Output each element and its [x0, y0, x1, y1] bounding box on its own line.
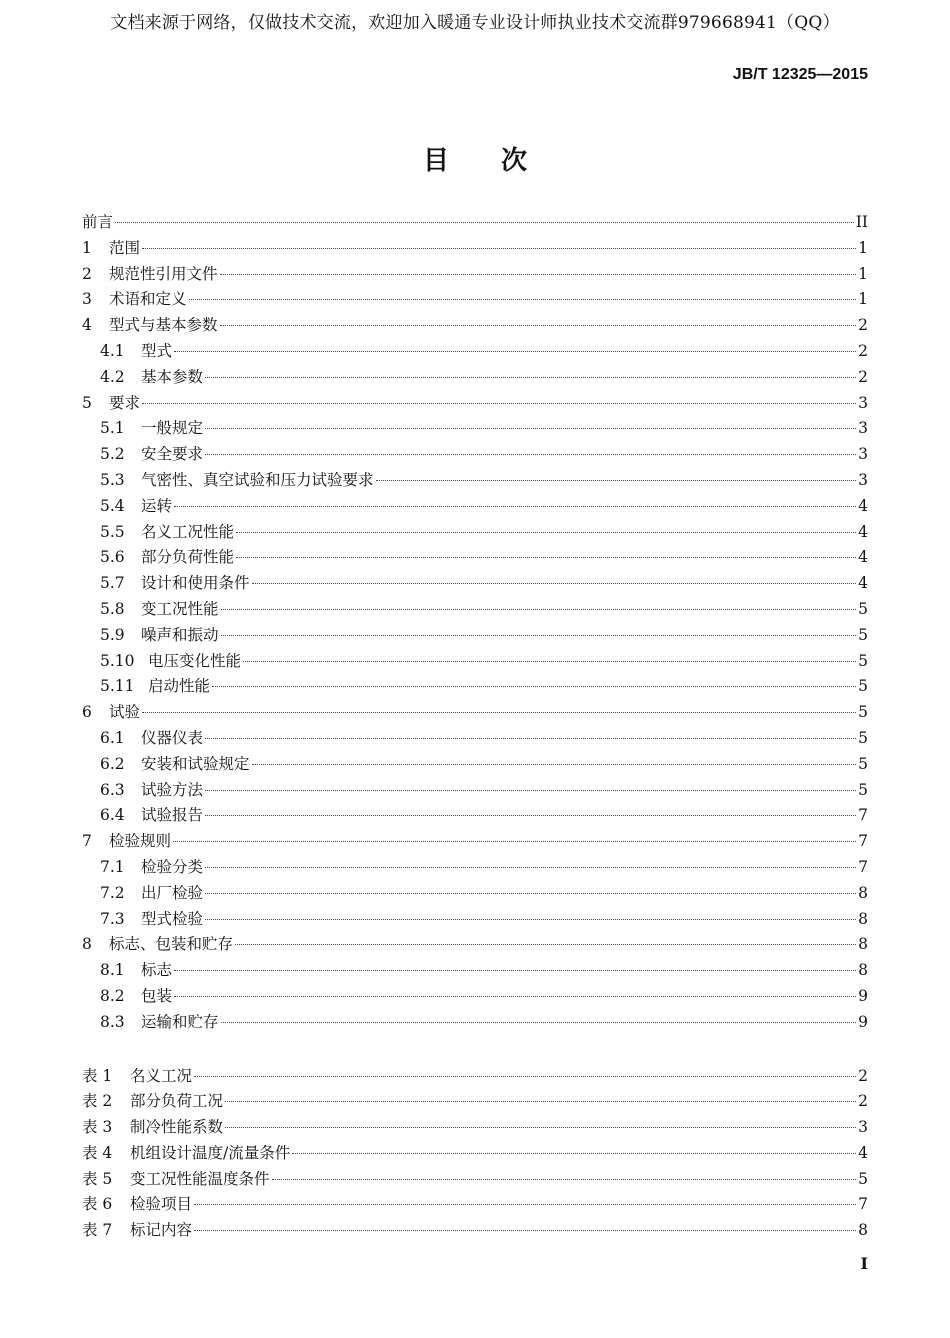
toc-entry[interactable]: [82, 1010, 868, 1036]
toc-entry-number: 5.1: [100, 419, 125, 438]
standard-number: JB/T 12325—2015: [732, 66, 868, 83]
dot-leader: [174, 351, 856, 352]
toc-entry[interactable]: [82, 1064, 868, 1090]
section-gap: [82, 1036, 868, 1064]
toc-entry-page: 5: [858, 599, 868, 618]
toc-entry[interactable]: [82, 339, 868, 365]
toc-entry[interactable]: [82, 623, 868, 649]
toc-entry-number: 表 6: [82, 1195, 113, 1214]
toc-entry-page: 1: [858, 238, 868, 257]
dot-leader: [221, 635, 856, 636]
toc-entry-label: 型式与基本参数: [109, 316, 218, 335]
toc-entry-page: 3: [858, 1118, 868, 1137]
toc-entry-page: 7: [858, 832, 868, 851]
toc-entry-label: 部分负荷工况: [130, 1092, 224, 1111]
toc-entry-page: 9: [858, 1012, 868, 1031]
toc-entry-number: 5.8: [100, 599, 125, 618]
toc-entry-number: 5.6: [100, 548, 125, 567]
toc-entry-label: 标志、包装和贮存: [109, 935, 234, 954]
toc-entry[interactable]: [82, 262, 868, 288]
toc-entry-number: 6.3: [100, 780, 125, 799]
toc-entry-number: 6.4: [100, 806, 125, 825]
toc-entry-label: 前言: [82, 213, 114, 231]
dot-leader: [174, 970, 856, 971]
toc-entry-page: 4: [858, 574, 868, 593]
toc-entry-page: 2: [858, 316, 868, 335]
dot-leader: [189, 299, 856, 300]
toc-entry-number: 8: [82, 935, 92, 954]
dot-leader: [194, 1230, 856, 1231]
toc-entry-label: 气密性、真空试验和压力试验要求: [141, 470, 374, 489]
dot-leader: [205, 454, 856, 455]
toc-entry-page: 5: [858, 703, 868, 722]
toc-entry-page: 4: [858, 1143, 868, 1162]
toc-entry-page: 8: [858, 1221, 868, 1240]
toc-entry-number: 8.3: [100, 1012, 125, 1031]
dot-leader: [205, 790, 856, 791]
toc-entry-label: 噪声和振动: [141, 625, 219, 644]
toc-entry-label: 电压变化性能: [148, 651, 242, 670]
toc-entry-label: 运输和贮存: [141, 1012, 219, 1031]
toc-entry-page: 3: [858, 419, 868, 438]
toc-entry-number: 表 5: [82, 1169, 113, 1188]
toc-entry-page: 8: [858, 961, 868, 980]
toc-entry[interactable]: [82, 649, 868, 675]
toc-entry-page: 1: [858, 264, 868, 283]
toc-entry-page: 3: [858, 445, 868, 464]
dot-leader: [272, 1179, 856, 1180]
toc-entry[interactable]: [82, 365, 868, 391]
toc-entry-label: 试验: [109, 703, 141, 722]
toc-entry-number: 6.2: [100, 754, 125, 773]
toc-entry-label: 型式检验: [141, 909, 204, 928]
toc-entry[interactable]: [82, 571, 868, 597]
dot-leader: [194, 1076, 856, 1077]
toc-entry[interactable]: [82, 726, 868, 752]
dot-leader: [205, 893, 856, 894]
toc-entry[interactable]: [82, 803, 868, 829]
toc-entry[interactable]: [82, 932, 868, 958]
toc-entry-label: 安装和试验规定: [141, 754, 250, 773]
toc-entry-number: 6: [82, 703, 92, 722]
toc-entry-label: 运转: [141, 496, 173, 515]
watermark-banner: 文档来源于网络，仅做技术交流，欢迎加入暖通专业设计师执业技术交流群979668941（QQ）: [110, 13, 840, 33]
toc-entry-number: 7: [82, 832, 92, 851]
dot-leader: [221, 609, 856, 610]
toc-entry[interactable]: [82, 520, 868, 546]
toc-entry[interactable]: [82, 1115, 868, 1141]
dot-leader: [142, 403, 856, 404]
dot-leader: [142, 248, 856, 249]
toc-entry-page: 8: [858, 909, 868, 928]
toc-entry-page: 7: [858, 1195, 868, 1214]
toc-entry-label: 试验方法: [141, 780, 204, 799]
toc-entry-label: 包装: [141, 986, 173, 1005]
toc-entry-page: 7: [858, 806, 868, 825]
table-of-contents: [82, 210, 868, 1244]
toc-entry-number: 8.1: [100, 961, 125, 980]
toc-entry-number: 1: [82, 238, 92, 257]
toc-entry-page: 8: [858, 935, 868, 954]
toc-entry-number: 5.7: [100, 574, 125, 593]
toc-entry[interactable]: [82, 881, 868, 907]
dot-leader: [292, 1153, 856, 1154]
toc-entry-number: 5.5: [100, 522, 125, 541]
toc-entry-page: 2: [858, 341, 868, 360]
toc-entry-number: 表 2: [82, 1092, 113, 1111]
toc-entry[interactable]: [82, 313, 868, 339]
toc-entry-page: 8: [858, 883, 868, 902]
toc-entry-label: 标记内容: [130, 1221, 193, 1240]
toc-entry-label: 规范性引用文件: [109, 264, 218, 283]
toc-entry-page: 3: [858, 470, 868, 489]
toc-entry-page: 5: [858, 728, 868, 747]
toc-entry-number: 5.4: [100, 496, 125, 515]
toc-entry[interactable]: [82, 545, 868, 571]
toc-entry-number: 7.1: [100, 857, 125, 876]
toc-entry-number: 5: [82, 393, 92, 412]
dot-leader: [173, 841, 856, 842]
dot-leader: [174, 996, 856, 997]
page-title: 目次: [422, 146, 579, 176]
toc-entry[interactable]: [82, 1141, 868, 1167]
dot-leader: [243, 661, 856, 662]
toc-entry-label: 启动性能: [148, 677, 211, 696]
toc-entry-label: 检验规则: [109, 832, 172, 851]
toc-entry-number: 6.1: [100, 728, 125, 747]
dot-leader: [221, 1022, 856, 1023]
dot-leader: [236, 532, 856, 533]
dot-leader: [212, 686, 856, 687]
toc-entry-label: 仪器仪表: [141, 728, 204, 747]
dot-leader: [205, 815, 856, 816]
toc-entry-label: 变工况性能温度条件: [130, 1169, 270, 1188]
dot-leader: [225, 1127, 856, 1128]
dot-leader: [142, 712, 856, 713]
dot-leader: [376, 480, 856, 481]
toc-entry-label: 名义工况性能: [141, 522, 235, 541]
toc-entry-label: 检验项目: [130, 1195, 193, 1214]
toc-entry-label: 检验分类: [141, 857, 204, 876]
dot-leader: [205, 867, 856, 868]
toc-entry-page: 2: [858, 1092, 868, 1111]
toc-entry-number: 2: [82, 264, 92, 283]
toc-entry[interactable]: [82, 494, 868, 520]
toc-entry-page: 5: [858, 677, 868, 696]
dot-leader: [225, 1101, 856, 1102]
toc-entry-number: 4.2: [100, 367, 125, 386]
toc-entry-label: 一般规定: [141, 419, 204, 438]
toc-entry-page: 5: [858, 625, 868, 644]
toc-entry-label: 制冷性能系数: [130, 1118, 224, 1137]
toc-entry-number: 4.1: [100, 341, 125, 360]
dot-leader: [252, 583, 856, 584]
toc-entry[interactable]: [82, 1218, 868, 1244]
toc-entry-page: 1: [858, 290, 868, 309]
toc-entry[interactable]: [82, 778, 868, 804]
toc-entry[interactable]: [82, 210, 868, 236]
toc-entry-number: 7.2: [100, 883, 125, 902]
toc-entry-label: 试验报告: [141, 806, 204, 825]
dot-leader: [220, 325, 856, 326]
toc-entry-page: 4: [858, 496, 868, 515]
dot-leader: [236, 557, 856, 558]
toc-entry-number: 5.2: [100, 445, 125, 464]
toc-entry-number: 7.3: [100, 909, 125, 928]
toc-entry-label: 术语和定义: [109, 290, 187, 309]
toc-entry[interactable]: [82, 1089, 868, 1115]
toc-entry[interactable]: [82, 468, 868, 494]
toc-entry-label: 名义工况: [130, 1066, 193, 1085]
dot-leader: [220, 274, 856, 275]
toc-entry-number: 5.11: [100, 677, 135, 696]
toc-entry[interactable]: [82, 984, 868, 1010]
dot-leader: [205, 919, 856, 920]
toc-entry-page: 5: [858, 651, 868, 670]
toc-entry[interactable]: [82, 1167, 868, 1193]
dot-leader: [174, 506, 856, 507]
dot-leader: [194, 1204, 856, 1205]
toc-entry[interactable]: [82, 752, 868, 778]
toc-entry-label: 部分负荷性能: [141, 548, 235, 567]
toc-entry-page: 5: [858, 780, 868, 799]
dot-leader: [205, 377, 856, 378]
toc-entry[interactable]: [82, 416, 868, 442]
dot-leader: [205, 738, 856, 739]
toc-entry-label: 出厂检验: [141, 883, 204, 902]
toc-entry-label: 型式: [141, 341, 173, 360]
page-number: I: [860, 1254, 868, 1273]
toc-entry-number: 4: [82, 316, 92, 335]
toc-entry-number: 表 1: [82, 1066, 113, 1085]
toc-entry-number: 表 7: [82, 1221, 113, 1240]
toc-entry-page: 5: [858, 1169, 868, 1188]
toc-entry-page: 4: [858, 548, 868, 567]
toc-entry[interactable]: [82, 674, 868, 700]
toc-entry-page: 9: [858, 986, 868, 1005]
toc-entry[interactable]: [82, 855, 868, 881]
toc-entry-label: 机组设计温度/流量条件: [130, 1143, 291, 1162]
dot-leader: [235, 944, 856, 945]
toc-entry-page: 4: [858, 522, 868, 541]
toc-entry[interactable]: [82, 700, 868, 726]
toc-entry[interactable]: [82, 958, 868, 984]
toc-entry-page: 3: [858, 393, 868, 412]
toc-entry-label: 范围: [109, 238, 141, 257]
toc-entry-number: 表 4: [82, 1143, 113, 1162]
toc-entry-page: 2: [858, 367, 868, 386]
toc-entry-label: 安全要求: [141, 445, 204, 464]
toc-entry[interactable]: [82, 829, 868, 855]
toc-entry-page: II: [855, 213, 868, 231]
toc-entry[interactable]: [82, 236, 868, 262]
toc-entry-label: 设计和使用条件: [141, 574, 250, 593]
dot-leader: [115, 222, 854, 223]
toc-entry-label: 标志: [141, 961, 173, 980]
dot-leader: [252, 764, 856, 765]
toc-entry-number: 表 3: [82, 1118, 113, 1137]
dot-leader: [205, 428, 856, 429]
toc-entry-label: 变工况性能: [141, 599, 219, 618]
toc-entry-page: 5: [858, 754, 868, 773]
toc-entry[interactable]: [82, 391, 868, 417]
toc-entry-number: 5.10: [100, 651, 135, 670]
toc-entry[interactable]: [82, 287, 868, 313]
toc-entry-number: 5.3: [100, 470, 125, 489]
toc-entry[interactable]: [82, 907, 868, 933]
toc-entry-number: 3: [82, 290, 92, 309]
toc-entry[interactable]: [82, 442, 868, 468]
toc-entry[interactable]: [82, 597, 868, 623]
toc-entry-number: 5.9: [100, 625, 125, 644]
toc-entry-page: 7: [858, 857, 868, 876]
toc-entry-number: 8.2: [100, 986, 125, 1005]
toc-entry-label: 要求: [109, 393, 141, 412]
toc-entry-page: 2: [858, 1066, 868, 1085]
toc-entry-label: 基本参数: [141, 367, 204, 386]
toc-entry[interactable]: [82, 1192, 868, 1218]
